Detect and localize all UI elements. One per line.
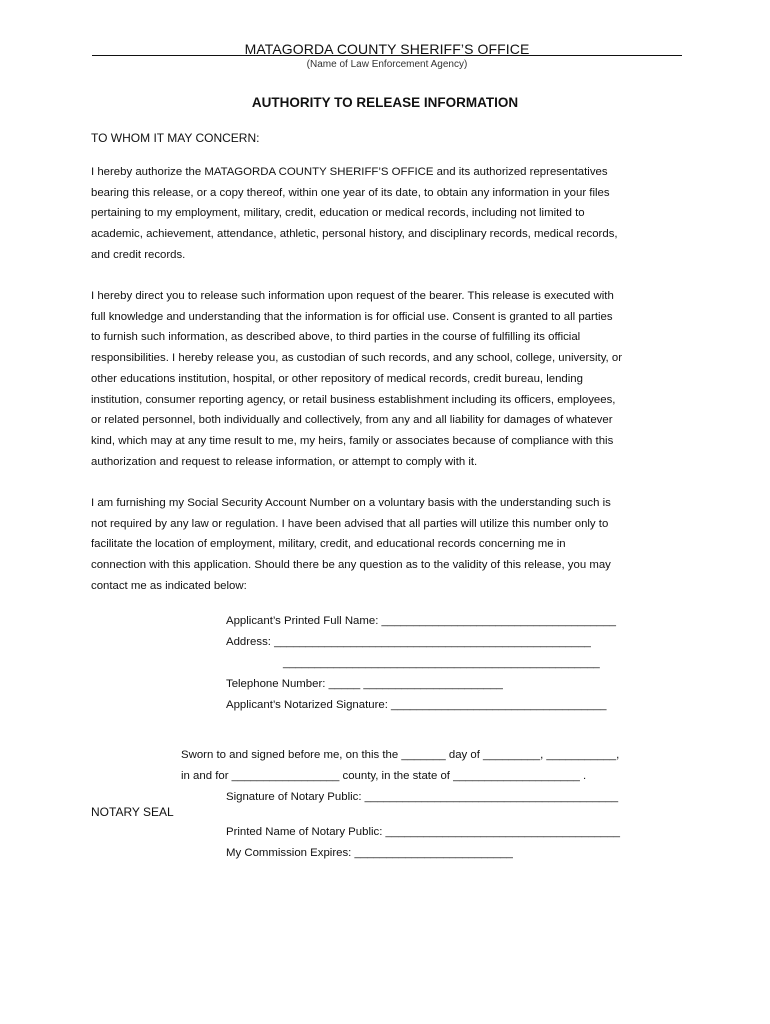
applicant-address-field[interactable]: Address: __________________________________________________ bbox=[226, 636, 591, 648]
release-paragraph bbox=[91, 286, 691, 472]
paragraph-line: I hereby direct you to release such information upon request of the bearer. This release is executed with bbox=[91, 290, 614, 302]
applicant-printed-name-field[interactable]: Applicant’s Printed Full Name: _____________________________________ bbox=[226, 615, 616, 627]
agency-name: MATAGORDA COUNTY SHERIFF’S OFFICE bbox=[244, 41, 530, 57]
paragraph-line: contact me as indicated below: bbox=[91, 579, 247, 592]
paragraph-line: to furnish such information, as described above, to third parties in the course of fulfilling its official bbox=[91, 331, 581, 344]
paragraph-line: I hereby authorize the MATAGORDA COUNTY SHERIFF’S OFFICE and its authorized representatives bbox=[91, 166, 608, 178]
paragraph-line: bearing this release, or a copy thereof, within one year of its date, to obtain any information in your files bbox=[91, 186, 610, 199]
commission-expires-field[interactable]: My Commission Expires: _________________________ bbox=[226, 847, 513, 859]
paragraph-line: other educations institution, hospital, or other repository of medical records, credit bureau, lending bbox=[91, 372, 583, 385]
paragraph-line: authorization and request to release information, or attempt to comply with it. bbox=[91, 455, 478, 468]
telephone-number-field[interactable]: Telephone Number: _____ ______________________ bbox=[226, 678, 503, 690]
paragraph-line: full knowledge and understanding that the information is for official use. Consent is granted to all parties bbox=[91, 310, 613, 323]
applicant-notarized-signature-field[interactable]: Applicant’s Notarized Signature: __________________________________ bbox=[226, 699, 607, 711]
paragraph-line: I am furnishing my Social Security Account Number on a voluntary basis with the understanding such is bbox=[91, 497, 611, 509]
paragraph-line: connection with this application. Should there be any question as to the validity of this release, you may bbox=[91, 559, 611, 572]
authorization-paragraph bbox=[91, 162, 691, 266]
paragraph-line: pertaining to my employment, military, credit, education or medical records, including not limited to bbox=[91, 207, 585, 220]
paragraph-line: and credit records. bbox=[91, 248, 186, 261]
notary-printed-name-field[interactable]: Printed Name of Notary Public: _____________________________________ bbox=[226, 826, 620, 838]
paragraph-line: responsibilities. I hereby release you, as custodian of such records, and any school, college, university, or bbox=[91, 352, 622, 365]
notary-seal-label: NOTARY SEAL bbox=[91, 805, 174, 819]
paragraph-line: kind, which may at any time result to me, my heirs, family or associates because of compliance with this bbox=[91, 434, 614, 447]
salutation: TO WHOM IT MAY CONCERN: bbox=[91, 131, 260, 145]
paragraph-line: or related personnel, both individually and collectively, from any and all liability for damages of whatever bbox=[91, 414, 613, 427]
paragraph-line: academic, achievement, attendance, athletic, personal history, and disciplinary records, medical records, bbox=[91, 228, 618, 241]
paragraph-line: facilitate the location of employment, military, credit, and educational records concerning me in bbox=[91, 538, 566, 551]
ssn-paragraph bbox=[91, 493, 691, 597]
document-title: AUTHORITY TO RELEASE INFORMATION bbox=[251, 95, 519, 110]
sworn-date-line[interactable]: Sworn to and signed before me, on this the _______ day of _________, ___________, bbox=[181, 749, 620, 761]
notary-signature-field[interactable]: Signature of Notary Public: ________________________________________ bbox=[226, 791, 619, 803]
applicant-address-line2-field[interactable]: __________________________________________________ bbox=[283, 657, 600, 669]
county-state-line[interactable]: in and for _________________ county, in the state of ____________________ . bbox=[181, 770, 587, 782]
paragraph-line: not required by any law or regulation. I have been advised that all parties will utilize this number only to bbox=[91, 517, 609, 530]
agency-caption: (Name of Law Enforcement Agency) bbox=[306, 59, 468, 70]
paragraph-line: institution, consumer reporting agency, or retail business establishment including its officers, employees, bbox=[91, 393, 616, 406]
